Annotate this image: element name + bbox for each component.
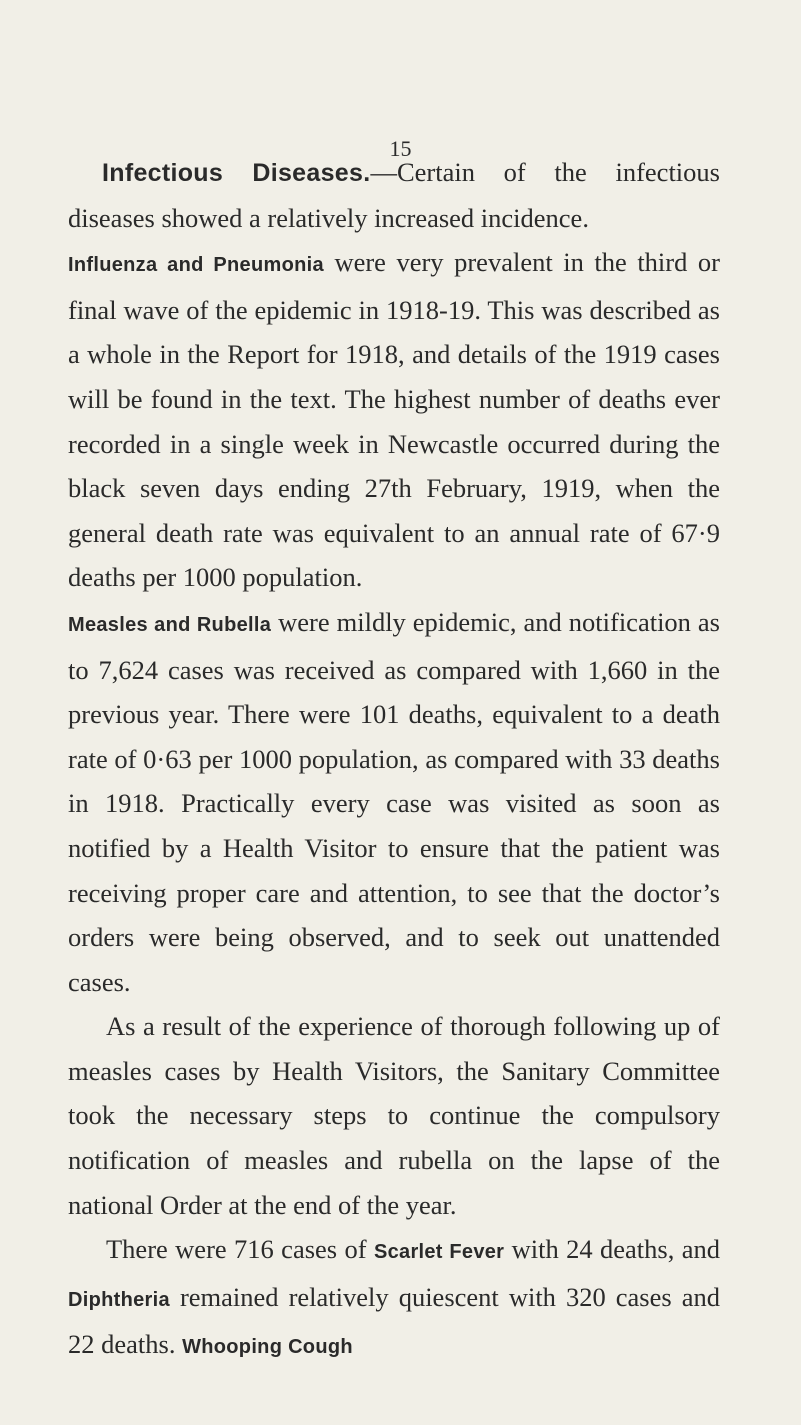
paragraph-text: were mildly epidemic, and notification as to 7,624 cases was received as compared with 1,660 in the previous year. There were 101 deaths, equivalent to a death rate of 0·63 per 1000 population, as compared with 33 deaths in 1918. Practically every case was visited as soon as notified by a Health Visitor to ensure that the patient was receiving proper care and attention, to see that the doctor’s orders were being observed, and to seek out unattended cases. <box>68 606 720 997</box>
heading-influenza-pneumonia: Influenza and Pneumonia <box>68 254 324 277</box>
document-body <box>68 150 720 1370</box>
paragraph-scarlet-fever <box>68 1227 720 1370</box>
paragraph-infectious-diseases <box>68 150 720 240</box>
paragraph-text: As a result of the experience of thorough following up of measles cases by Health Visitors, the Sanitary Committee took the necessary steps to continue the compulsory notification of measles and rubella on the lapse of the national Order at the end of the year. <box>68 1011 720 1220</box>
paragraph-text: with 24 deaths, and <box>504 1234 720 1265</box>
paragraph-measles <box>68 600 720 1004</box>
heading-whooping-cough: Whooping Cough <box>182 1336 353 1359</box>
heading-measles-rubella: Measles and Rubella <box>68 613 272 636</box>
paragraph-text: remained relatively quiescent with 320 cases and 22 deaths. <box>68 1281 720 1360</box>
paragraph-text: There were 716 cases of <box>106 1234 374 1265</box>
heading-scarlet-fever: Scarlet Fever <box>373 1241 505 1264</box>
heading-diphtheria: Diphtheria <box>68 1288 170 1311</box>
paragraph-notification <box>68 1004 720 1227</box>
page-number: 15 <box>389 136 412 161</box>
paragraph-text: —Certain of the infectious diseases showed a relatively increased incidence. <box>68 157 720 233</box>
heading-infectious-diseases: Infectious Diseases. <box>102 159 371 187</box>
paragraph-influenza <box>68 240 720 600</box>
paragraph-text: were very prevalent in the third or final wave of the epidemic in 1918-19. This was described as a whole in the Report for 1918, and details of the 1919 cases will be found in the text. The highest number of deaths ever recorded in a single week in Newcastle occurred during the black seven days ending 27th February, 1919, when the general death rate was equivalent to an annual rate of 67·9 deaths per 1000 population. <box>68 247 720 593</box>
